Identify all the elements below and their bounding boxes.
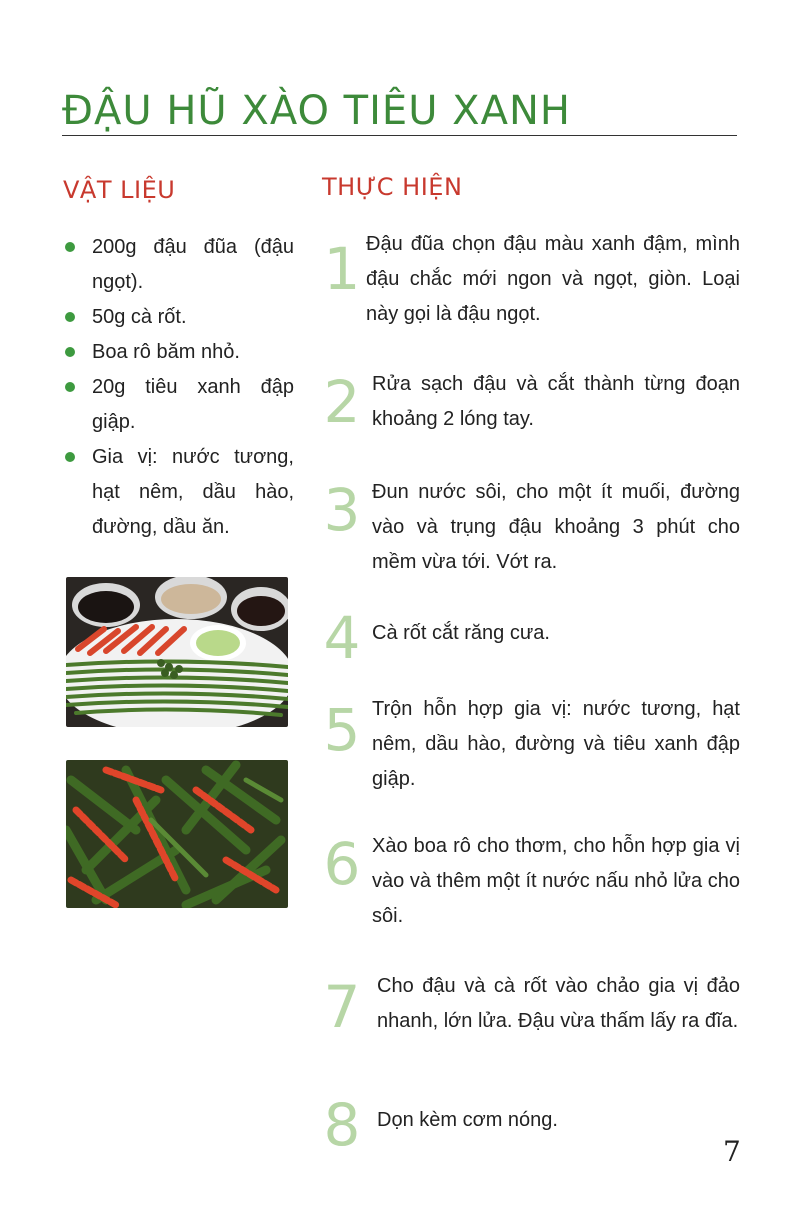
bullet-icon <box>65 312 75 322</box>
bullet-icon <box>65 452 75 462</box>
step-2 <box>320 367 740 467</box>
step-number: 1 <box>323 235 361 303</box>
ingredient-item <box>62 335 294 370</box>
page-title: ĐẬU HŨ XÀO TIÊU XANH <box>62 88 571 134</box>
step-text: Đậu đũa chọn đậu màu xanh đậm, mình đậu chắc mới ngon và ngọt, giòn. Loại này gọi là đậu ngọt. <box>366 233 740 325</box>
step-number: 5 <box>323 696 361 764</box>
ingredient-text: 200g đậu đũa (đậu ngọt). <box>92 236 294 293</box>
ingredient-item <box>62 440 294 545</box>
bullet-icon <box>65 347 75 357</box>
ingredient-item <box>62 230 294 300</box>
step-text: Cho đậu và cà rốt vào chảo gia vị đảo nhanh, lớn lửa. Đậu vừa thấm lấy ra đĩa. <box>377 975 740 1032</box>
step-text: Trộn hỗn hợp gia vị: nước tương, hạt nêm, dầu hào, đường và tiêu xanh đập giập. <box>372 698 740 790</box>
ingredient-text: Boa rô băm nhỏ. <box>92 341 240 363</box>
step-text: Dọn kèm cơm nóng. <box>377 1109 558 1131</box>
step-number: 8 <box>323 1091 361 1159</box>
step-6 <box>320 829 740 929</box>
step-7 <box>320 969 740 1069</box>
ingredient-text: Gia vị: nước tương, hạt nêm, dầu hào, đường, dầu ăn. <box>92 446 294 538</box>
steps-heading: THỰC HIỆN <box>322 173 463 201</box>
step-number: 6 <box>323 830 361 898</box>
step-text: Rửa sạch đậu và cắt thành từng đoạn khoảng 2 lóng tay. <box>372 373 740 430</box>
step-text: Xào boa rô cho thơm, cho hỗn hợp gia vị vào và thêm một ít nước nấu nhỏ lửa cho sôi. <box>372 835 740 927</box>
ingredient-text: 50g cà rốt. <box>92 306 187 328</box>
step-number: 2 <box>323 368 361 436</box>
ingredient-item <box>62 370 294 440</box>
title-divider <box>62 135 737 136</box>
step-number: 4 <box>323 604 361 672</box>
step-5 <box>320 692 740 792</box>
step-8 <box>320 1091 740 1203</box>
step-number: 3 <box>323 476 361 544</box>
step-number: 7 <box>323 973 361 1041</box>
ingredients-list <box>62 230 294 545</box>
ingredients-heading: VẬT LIỆU <box>63 176 176 204</box>
finished-dish-photo <box>66 760 288 908</box>
ingredient-text: 20g tiêu xanh đập giập. <box>92 376 294 433</box>
page-number: 7 <box>723 1135 741 1168</box>
bullet-icon <box>65 382 75 392</box>
ingredient-item <box>62 300 294 335</box>
bullet-icon <box>65 242 75 252</box>
step-1 <box>320 227 740 327</box>
step-text: Đun nước sôi, cho một ít muối, đường vào và trụng đậu khoảng 3 phút cho mềm vừa tới. Vớt ra. <box>372 481 740 573</box>
step-text: Cà rốt cắt răng cưa. <box>372 622 550 644</box>
ingredients-photo <box>66 577 288 727</box>
step-3 <box>320 475 740 575</box>
